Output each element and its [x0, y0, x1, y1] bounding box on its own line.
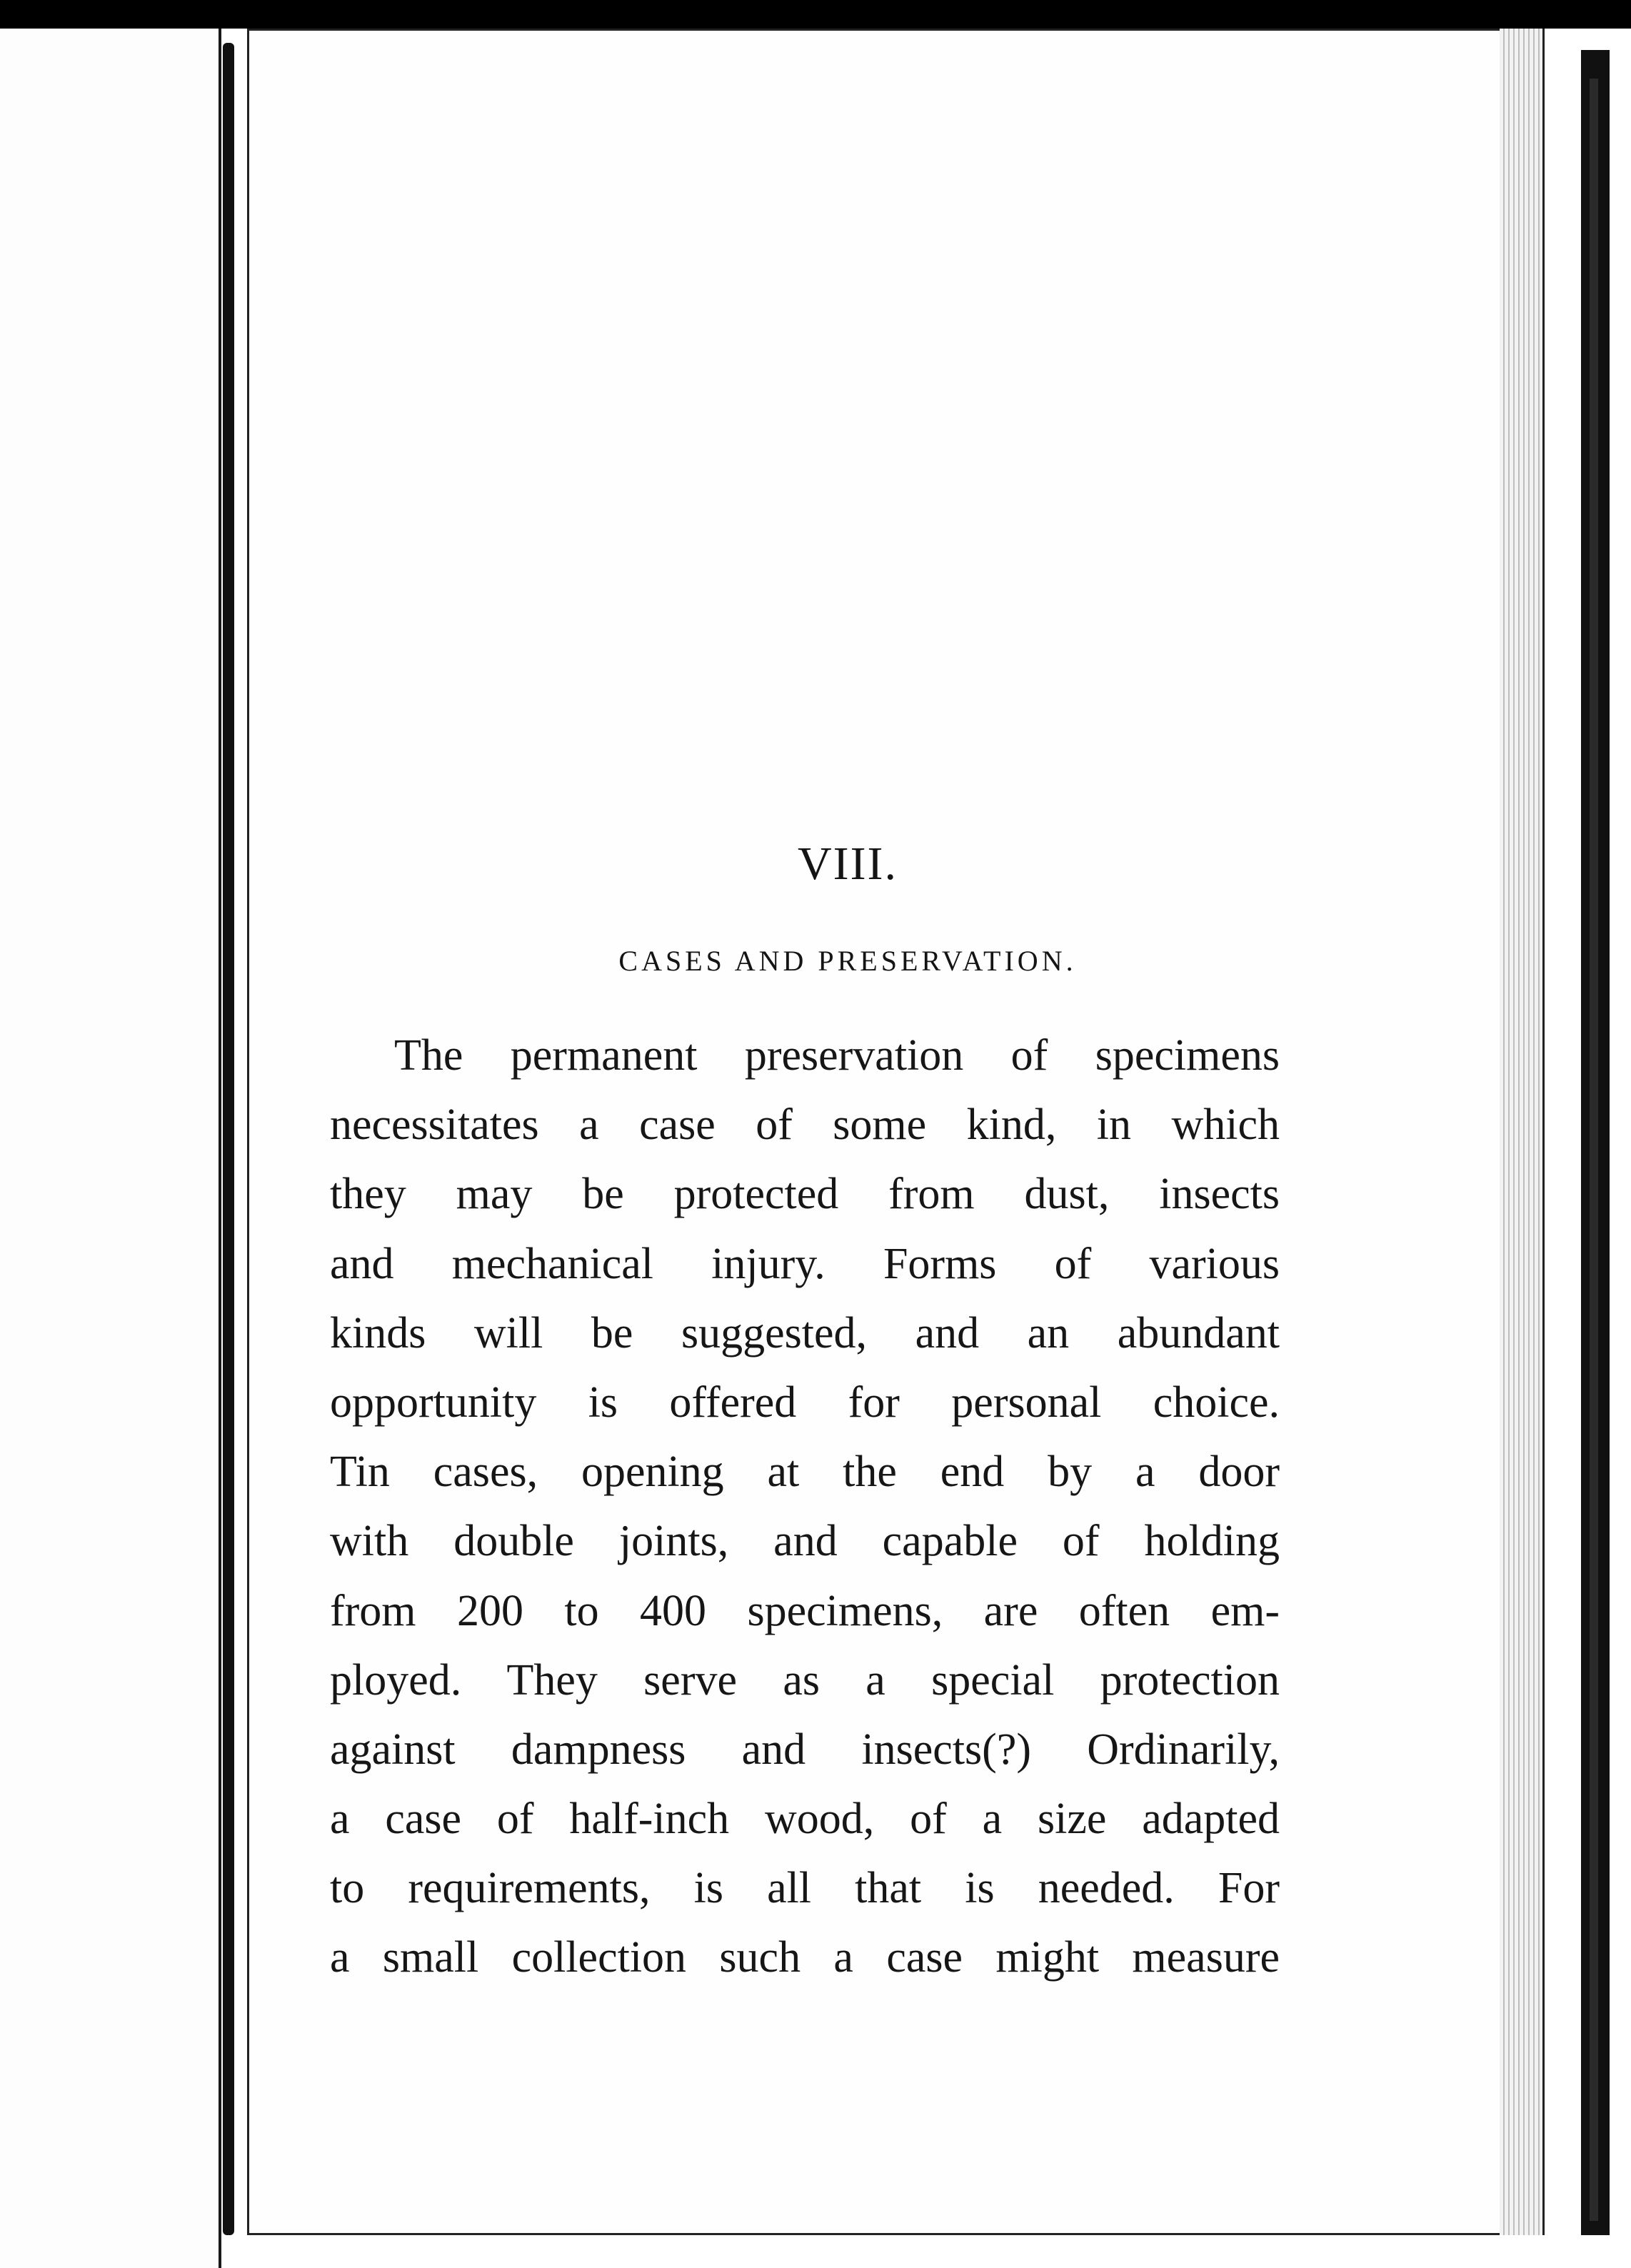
text-line: Tin cases, opening at the end by a door: [330, 1447, 1280, 1497]
page-edges: [1500, 29, 1545, 2235]
text-line: against dampness and insects(?) Ordinarily,: [330, 1725, 1280, 1774]
chapter-number: VIII.: [797, 838, 898, 890]
scan-bottom-margin: [247, 2235, 1631, 2268]
text-line: kinds will be suggested, and an abundant: [330, 1308, 1280, 1358]
text-line: they may be protected from dust, insects: [330, 1170, 1280, 1219]
text-line: ployed. They serve as a special protection: [330, 1655, 1280, 1705]
cover-edge-inner: [1590, 79, 1598, 2221]
text-line: The permanent preservation of specimens: [394, 1031, 1280, 1080]
body-paragraph: [330, 1021, 1280, 1993]
text-line: to requirements, is all that is needed. For: [330, 1864, 1280, 1913]
text-line: and mechanical injury. Forms of various: [330, 1239, 1280, 1288]
text-line: with double joints, and capable of holding: [330, 1517, 1280, 1566]
text-line: necessitates a case of some kind, in which: [330, 1100, 1280, 1150]
text-line: from 200 to 400 specimens, are often em-: [330, 1586, 1280, 1635]
text-line: a small collection such a case might measure: [330, 1933, 1280, 1982]
scan-top-border: [0, 0, 1631, 29]
text-line: opportunity is offered for personal choice.: [330, 1378, 1280, 1427]
gutter-shadow: [223, 43, 234, 2235]
facing-page-left: [0, 29, 229, 2268]
chapter-title: CASES AND PRESERVATION.: [618, 945, 1077, 977]
text-line: a case of half-inch wood, of a size adapted: [330, 1795, 1280, 1844]
